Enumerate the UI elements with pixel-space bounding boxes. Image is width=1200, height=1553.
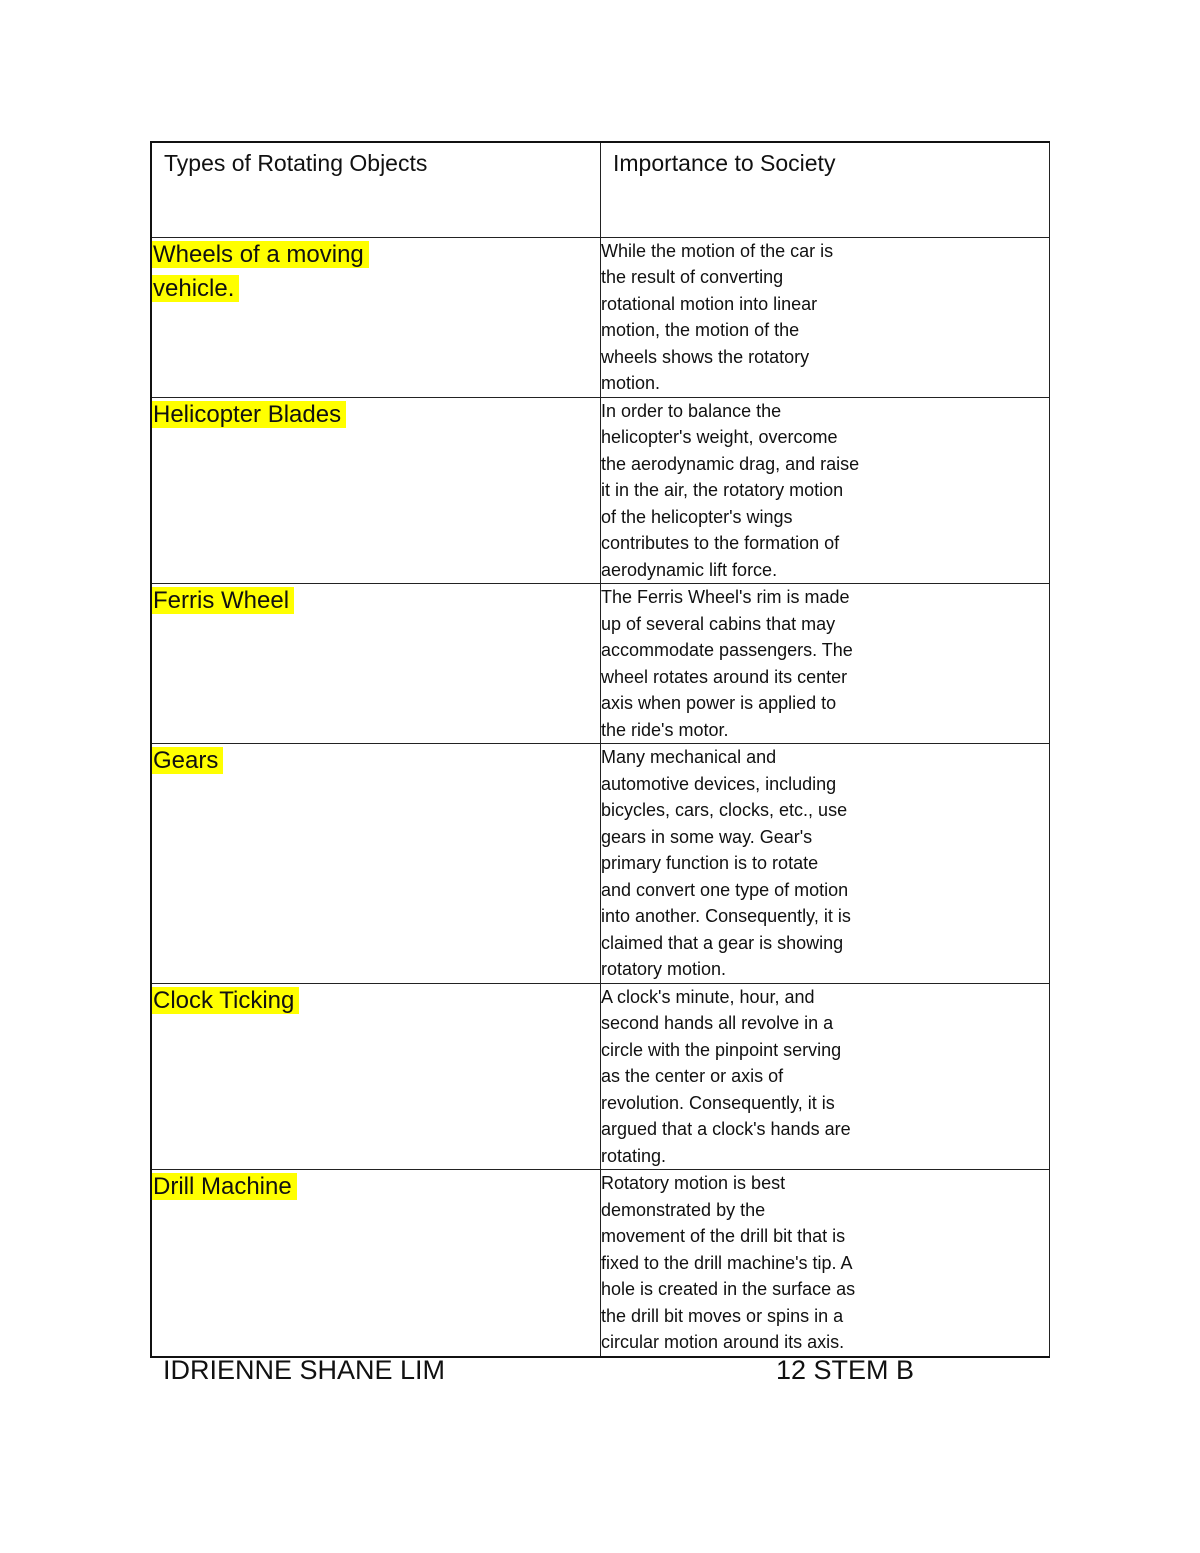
student-name: IDRIENNE SHANE LIM (163, 1355, 446, 1385)
object-description: Many mechanical and automotive devices, including bicycles, cars, clocks, etc., use gears in some way. Gear's primary function is to rotate and convert one type of motion into another. Consequently, it is claimed that a gear is showing rotatory motion. (601, 744, 1050, 984)
object-name: Drill Machine (152, 1173, 297, 1200)
object-name-cell (151, 237, 601, 397)
object-name-cell (151, 397, 601, 584)
object-name: Clock Ticking (152, 987, 299, 1014)
header-cell-importance (601, 142, 1050, 237)
table-row (151, 744, 1050, 984)
object-name: Gears (152, 747, 223, 774)
header-cell-types (151, 142, 601, 237)
rotating-objects-table (150, 141, 1050, 1358)
header-importance-label: Importance to Society (613, 150, 836, 176)
object-name-cell (151, 584, 601, 744)
table-row (151, 1170, 1050, 1357)
header-types-label: Types of Rotating Objects (164, 150, 428, 176)
object-name: Wheels of a moving vehicle. (152, 241, 369, 302)
object-description: In order to balance the helicopter's weight, overcome the aerodynamic drag, and raise it in the air, the rotatory motion of the helicopter's wings contributes to the formation of aerodynamic lift force. (601, 397, 1050, 584)
table-row (151, 237, 1050, 397)
student-section: 12 STEM B (776, 1355, 915, 1385)
object-name: Ferris Wheel (152, 587, 294, 614)
table-row (151, 983, 1050, 1170)
object-name-cell (151, 983, 601, 1170)
table-header-row (151, 142, 1050, 237)
table-row (151, 397, 1050, 584)
object-description: A clock's minute, hour, and second hands all revolve in a circle with the pinpoint serving as the center or axis of revolution. Consequently, it is argued that a clock's hands are rotating. (601, 983, 1050, 1170)
object-description: While the motion of the car is the result of converting rotational motion into linear motion, the motion of the wheels shows the rotatory motion. (601, 237, 1050, 397)
object-name-cell (151, 1170, 601, 1357)
object-name: Helicopter Blades (152, 401, 346, 428)
object-description: The Ferris Wheel's rim is made up of several cabins that may accommodate passengers. The wheel rotates around its center axis when power is applied to the ride's motor. (601, 584, 1050, 744)
object-description: Rotatory motion is best demonstrated by the movement of the drill bit that is fixed to the drill machine's tip. A hole is created in the surface as the drill bit moves or spins in a circular motion around its axis. (601, 1170, 1050, 1357)
table-row (151, 584, 1050, 744)
object-name-cell (151, 744, 601, 984)
